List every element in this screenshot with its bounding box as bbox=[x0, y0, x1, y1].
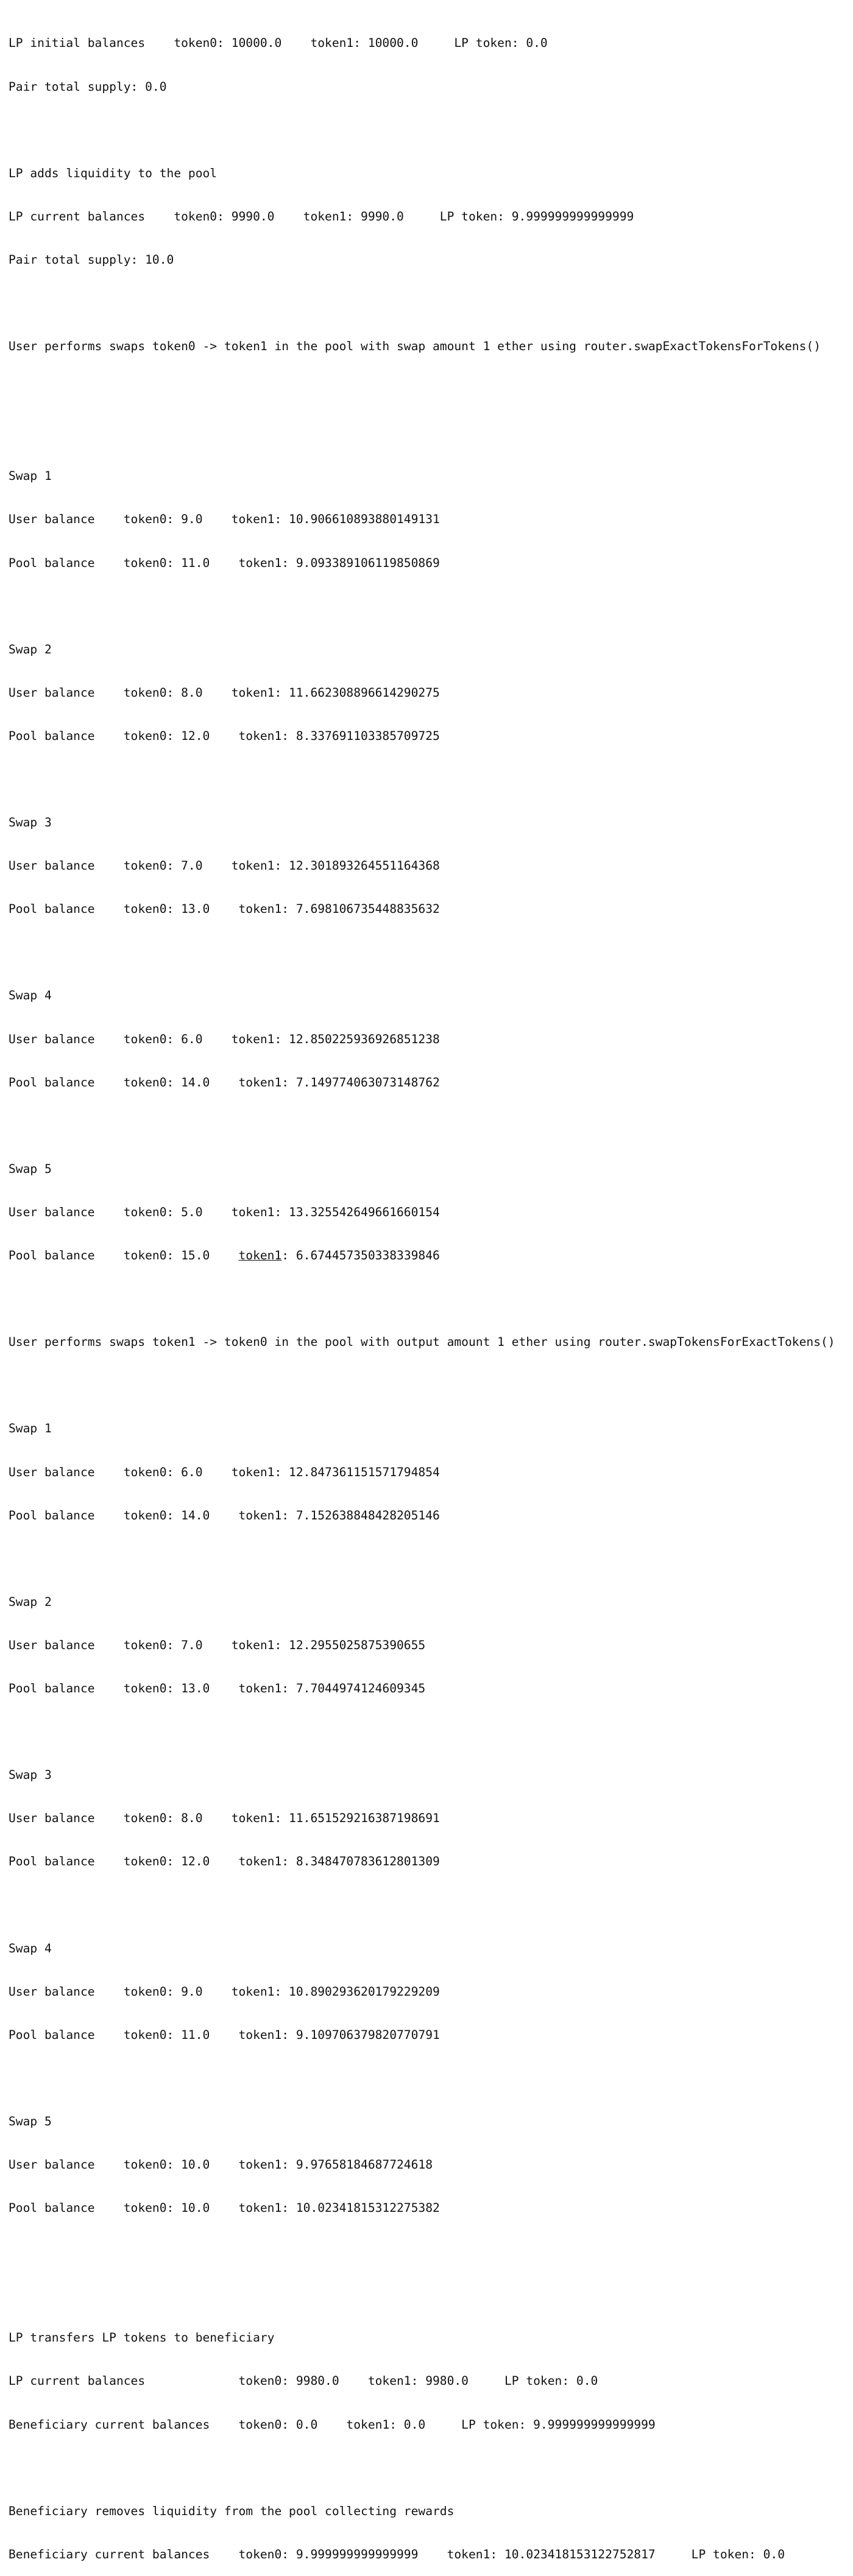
log-line: Swap 2 bbox=[9, 642, 52, 656]
log-line bbox=[9, 1378, 853, 1393]
log-line bbox=[9, 2287, 853, 2302]
log-line: LP current balances token0: 9980.0 token1: 9980.0 LP token: 0.0 bbox=[9, 2374, 598, 2388]
log-line: Beneficiary removes liquidity from the pool collecting rewards bbox=[9, 2504, 455, 2518]
log-line: Pair total supply: 10.0 bbox=[9, 252, 174, 267]
log-line: Pool balance token0: 14.0 token1: 7.152638848428205146 bbox=[9, 1508, 440, 1522]
log-line: Pool balance token0: 13.0 token1: 7.7044974124609345 bbox=[9, 1681, 426, 1695]
log-line: Pool balance token0: 12.0 token1: 8.337691103385709725 bbox=[9, 728, 440, 743]
log-line bbox=[9, 1898, 853, 1912]
log-line: Swap 2 bbox=[9, 1594, 52, 1609]
log-line: Beneficiary current balances token0: 0.0 token1: 0.0 LP token: 9.999999999999999 bbox=[9, 2417, 656, 2432]
log-line: Pair total supply: 0.0 bbox=[9, 79, 167, 94]
log-line bbox=[9, 382, 853, 397]
log-line bbox=[9, 1552, 853, 1566]
log-line: LP transfers LP tokens to beneficiary bbox=[9, 2331, 275, 2345]
log-line: Swap 3 bbox=[9, 815, 52, 830]
log-line: Swap 1 bbox=[9, 469, 52, 484]
log-line bbox=[9, 599, 853, 614]
log-line: Pool balance token0: 10.0 token1: 10.02341815312275382 bbox=[9, 2201, 440, 2215]
log-line: User balance token0: 6.0 token1: 12.850225936926851238 bbox=[9, 1032, 440, 1046]
pool-balance-suffix: : 6.674457350338339846 bbox=[281, 1248, 440, 1263]
log-line bbox=[9, 2244, 853, 2259]
log-line bbox=[9, 426, 853, 440]
log-line: User balance token0: 7.0 token1: 12.301893264551164368 bbox=[9, 859, 440, 873]
log-line bbox=[9, 123, 853, 138]
token1-link[interactable]: token1 bbox=[238, 1248, 282, 1263]
log-line: User balance token0: 9.0 token1: 10.906610893880149131 bbox=[9, 512, 440, 527]
log-line: Swap 3 bbox=[9, 1768, 52, 1782]
log-line: User balance token0: 9.0 token1: 10.890293620179229209 bbox=[9, 1984, 440, 1999]
log-line bbox=[9, 1292, 853, 1306]
log-line bbox=[9, 2461, 853, 2476]
log-line: User balance token0: 7.0 token1: 12.2955025875390655 bbox=[9, 1638, 426, 1652]
log-line: User balance token0: 8.0 token1: 11.651529216387198691 bbox=[9, 1811, 440, 1826]
log-line: LP initial balances token0: 10000.0 token1: 10000.0 LP token: 0.0 bbox=[9, 36, 548, 51]
log-line: User balance token0: 6.0 token1: 12.847361151571794854 bbox=[9, 1465, 440, 1479]
log-line: Swap 5 bbox=[9, 2114, 52, 2128]
log-line bbox=[9, 2071, 853, 2086]
log-line-pool-balance-swap5 bbox=[9, 1248, 853, 1263]
log-line: Beneficiary current balances token0: 9.999999999999999 token1: 10.023418153122752817 LP token: 0.0 bbox=[9, 2547, 785, 2561]
log-line: Swap 4 bbox=[9, 988, 52, 1003]
log-line bbox=[9, 1119, 853, 1133]
log-line: Pool balance token0: 11.0 token1: 9.093389106119850869 bbox=[9, 555, 440, 570]
log-line: Swap 1 bbox=[9, 1421, 52, 1436]
log-line: Swap 4 bbox=[9, 1941, 52, 1955]
log-line: User performs swaps token1 -> token0 in the pool with output amount 1 ether using router.swapTokensForExactTokens() bbox=[9, 1335, 835, 1350]
log-line: Pool balance token0: 13.0 token1: 7.698106735448835632 bbox=[9, 902, 440, 917]
log-line bbox=[9, 772, 853, 787]
log-line: User balance token0: 5.0 token1: 13.325542649661660154 bbox=[9, 1205, 440, 1219]
log-line bbox=[9, 296, 853, 311]
log-line: LP current balances token0: 9990.0 token1: 9990.0 LP token: 9.999999999999999 bbox=[9, 209, 634, 223]
log-line: User balance token0: 8.0 token1: 11.662308896614290275 bbox=[9, 685, 440, 700]
log-line: User balance token0: 10.0 token1: 9.97658184687724618 bbox=[9, 2158, 433, 2172]
pool-balance-prefix: Pool balance token0: 15.0 bbox=[9, 1248, 239, 1263]
log-line bbox=[9, 1725, 853, 1739]
log-line: LP adds liquidity to the pool bbox=[9, 166, 218, 180]
log-line bbox=[9, 945, 853, 960]
log-line: Pool balance token0: 14.0 token1: 7.149774063073148762 bbox=[9, 1075, 440, 1089]
log-line: Pool balance token0: 12.0 token1: 8.348470783612801309 bbox=[9, 1854, 440, 1869]
log-line: Pool balance token0: 11.0 token1: 9.109706379820770791 bbox=[9, 2027, 440, 2042]
log-line: Swap 5 bbox=[9, 1161, 52, 1176]
log-line: User performs swaps token0 -> token1 in the pool with swap amount 1 ether using router.swapExactTokensForTokens() bbox=[9, 339, 821, 354]
